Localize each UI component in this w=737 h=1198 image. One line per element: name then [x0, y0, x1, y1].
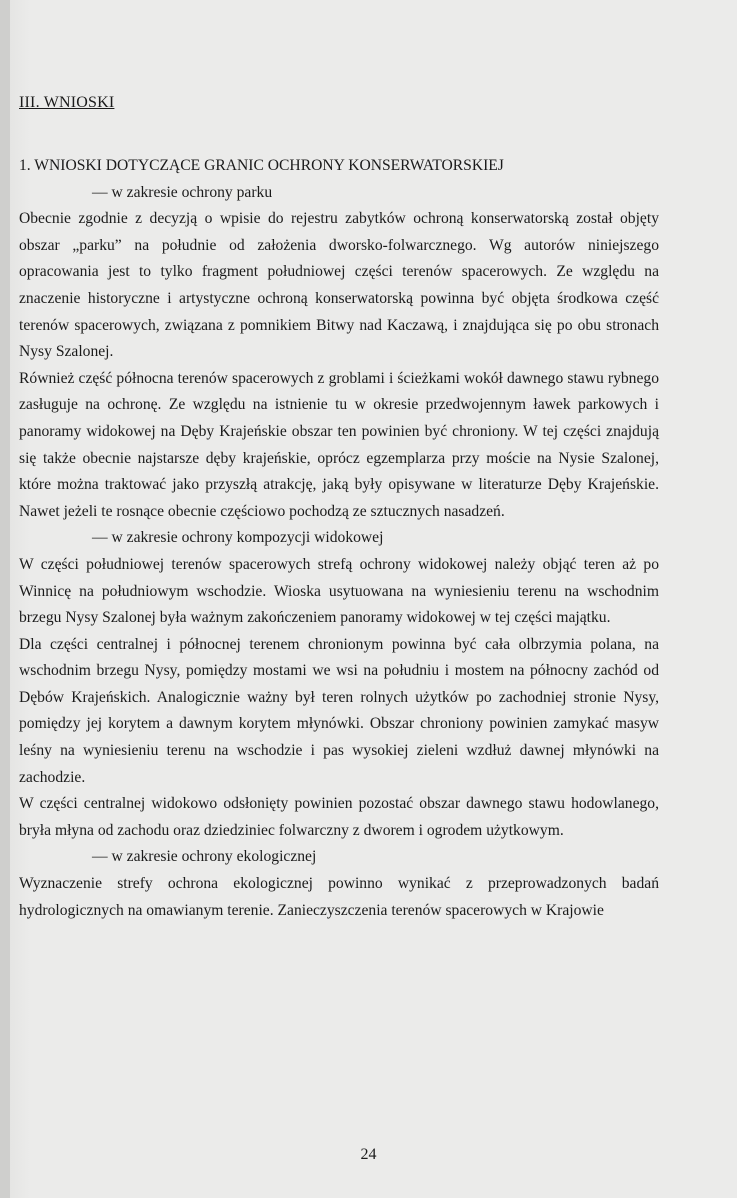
paragraph: Dla części centralnej i północnej terenem chronionym powinna być cała olbrzymia polana, na wschodnim brzegu Nysy, pomiędzy mostami we wsi na południu i mostem na północny zachód od Dębów Krajeńskich. Analogicznie ważny był teren rolnych użytków po zachodniej stronie Nysy, pomiędzy jej korytem a dawnym korytem młynówki. Obszar chroniony powinien zamykać masyw leśny na wyniesieniu terenu na wschodzie i pas wysokiej zieleni wzdłuż dawnej młynówki na zachodzie. — [19, 635, 659, 786]
page-number: 24 — [360, 1146, 377, 1163]
subheading-eco: — w zakresie ochrony ekologicznej — [92, 848, 317, 866]
page-binding-edge — [0, 0, 10, 1198]
body-text — [19, 153, 659, 924]
paragraph: Również część północna terenów spacerowych z groblami i ścieżkami wokół dawnego stawu rybnego zasługuje na ochronę. Ze względu na istnienie tu w okresie przedwojennym ławek parkowych i panoramy widokowej na Dęby Krajeńskie obszar ten powinien być chroniony. W tej części znajdują się także obecnie najstarsze dęby krajeńskie, oprócz egzemplarza przy moście na Nysie Szalonej, które można traktować jako przyszłą atrakcję, jaką były opisywane w literaturze Dęby Krajeńskie. Nawet jeżeli te rosnące obecnie częściowo pochodzą ze sztucznych nasadzeń. — [19, 369, 659, 520]
chapter-title: III. WNIOSKI — [19, 94, 115, 111]
paragraph: W części południowej terenów spacerowych strefą ochrony widokowej należy objąć teren aż po Winnicę na południowym wschodzie. Wioska usytuowana na wyniesieniu terenu na wschodnim brzegu Nysy Szalonej była ważnym zakończeniem panoramy widokowej w tej części majątku. — [19, 555, 659, 627]
section-title: 1. WNIOSKI DOTYCZĄCE GRANIC OCHRONY KONSERWATORSKIEJ — [19, 157, 504, 174]
subheading-view: — w zakresie ochrony kompozycji widokowej — [92, 529, 384, 547]
paragraph: Wyznaczenie strefy ochrona ekologicznej powinno wynikać z przeprowadzonych badań hydrologicznych na omawianym terenie. Zanieczyszczenia terenów spacerowych w Krajowie — [19, 875, 659, 919]
subheading-park: — w zakresie ochrony parku — [92, 183, 273, 201]
paragraph: W części centralnej widokowo odsłonięty powinien pozostać obszar dawnego stawu hodowlanego, bryła młyna od zachodu oraz dziedziniec folwarczny z dworem i ogrodem użytkowym. — [19, 795, 659, 839]
paragraph: Obecnie zgodnie z decyzją o wpisie do rejestru zabytków ochroną konserwatorską został objęty obszar „parku” na południe od założenia dworsko-folwarcznego. Wg autorów niniejszego opracowania jest to tylko fragment południowej części terenów spacerowych. Ze względu na znaczenie historyczne i artystyczne ochroną konserwatorską powinna być objęta środkowa część terenów spacerowych, związana z pomnikiem Bitwy nad Kaczawą, i znajdująca się po obu stronach Nysy Szalonej. — [19, 210, 659, 361]
